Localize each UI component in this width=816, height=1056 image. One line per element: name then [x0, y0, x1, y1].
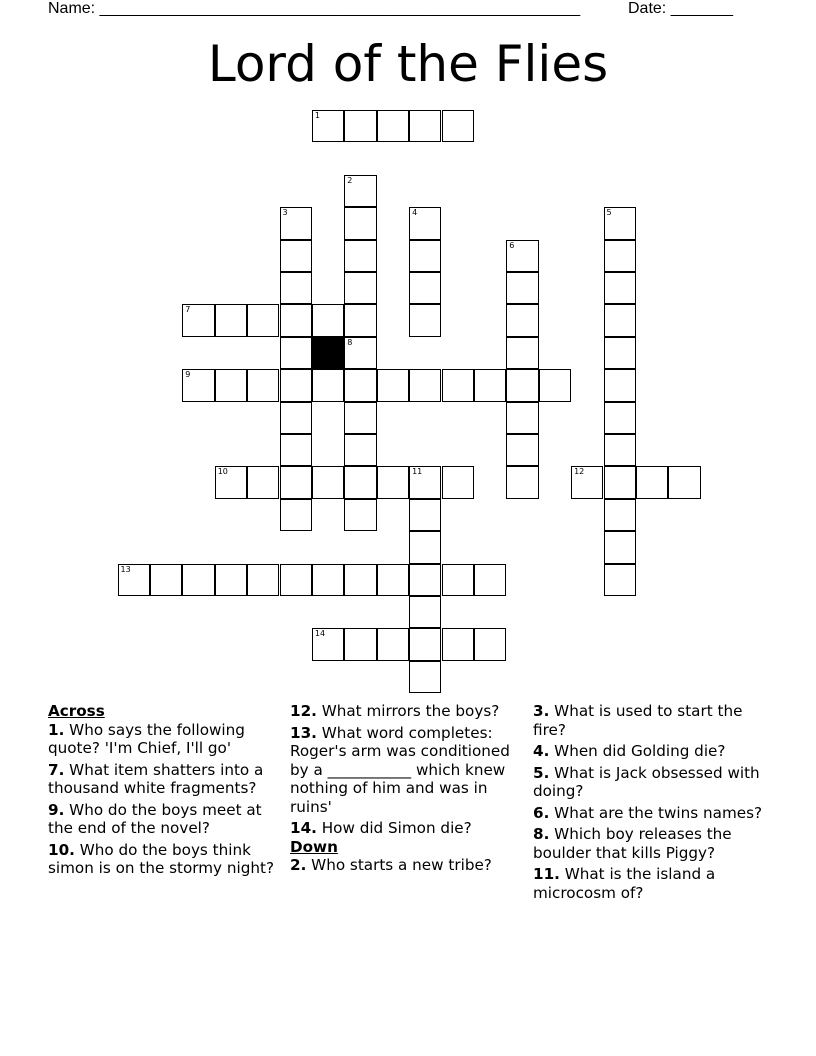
grid-cell[interactable] — [409, 661, 441, 693]
clues-column-2 — [290, 702, 520, 878]
grid-cell[interactable] — [409, 466, 441, 498]
clue-across-7: 7. What item shatters into a thousand white fragments? — [48, 760, 264, 797]
clue-number: 4 — [412, 208, 418, 218]
grid-cell[interactable] — [344, 175, 376, 207]
grid-cell[interactable] — [604, 434, 636, 466]
grid-cell[interactable] — [506, 434, 538, 466]
grid-cell[interactable] — [312, 466, 344, 498]
grid-cell[interactable] — [409, 369, 441, 401]
grid-cell[interactable] — [215, 304, 247, 336]
name-field[interactable]: Name: ______________________________________________________ — [48, 0, 581, 17]
grid-cell[interactable] — [280, 434, 312, 466]
grid-cell[interactable] — [312, 369, 344, 401]
grid-cell[interactable] — [604, 207, 636, 239]
grid-cell[interactable] — [280, 207, 312, 239]
grid-cell[interactable] — [604, 304, 636, 336]
clue-number: 2 — [347, 175, 353, 185]
grid-cell[interactable] — [344, 240, 376, 272]
clue-across-12: 12. What mirrors the boys? — [290, 702, 500, 720]
grid-cell[interactable] — [506, 272, 538, 304]
grid-cell[interactable] — [506, 466, 538, 498]
grid-cell[interactable] — [344, 110, 376, 142]
grid-cell[interactable] — [312, 564, 344, 596]
grid-cell[interactable] — [344, 337, 376, 369]
grid-cell[interactable] — [377, 110, 409, 142]
clue-number: 13 — [120, 564, 131, 574]
grid-cell[interactable] — [409, 110, 441, 142]
grid-cell[interactable] — [215, 466, 247, 498]
clue-across-14: 14. How did Simon die? — [290, 819, 472, 837]
clues-column-1 — [48, 702, 278, 881]
grid-cell[interactable] — [442, 628, 474, 660]
grid-cell[interactable] — [344, 402, 376, 434]
grid-cell[interactable] — [442, 466, 474, 498]
grid-cell[interactable] — [247, 304, 279, 336]
grid-cell[interactable] — [604, 337, 636, 369]
grid-cell[interactable] — [344, 207, 376, 239]
clue-number: 12 — [574, 467, 585, 477]
grid-cell[interactable] — [604, 402, 636, 434]
grid-cell[interactable] — [604, 369, 636, 401]
grid-cell[interactable] — [571, 466, 603, 498]
clue-down-3: 3. What is used to start the fire? — [533, 702, 743, 739]
grid-cell[interactable] — [409, 596, 441, 628]
grid-cell[interactable] — [247, 369, 279, 401]
grid-cell[interactable] — [280, 369, 312, 401]
grid-cell[interactable] — [409, 628, 441, 660]
grid-cell[interactable] — [312, 304, 344, 336]
clue-across-13: 13. What word completes: Roger's arm was conditioned by a ___________ which knew nothing of him and was in ruins' — [290, 723, 510, 816]
clue-across-1: 1. Who says the following quote? 'I'm Chief, I'll go' — [48, 720, 245, 757]
clue-down-6: 6. What are the twins names? — [533, 803, 763, 822]
grid-cell[interactable] — [506, 240, 538, 272]
clue-number: 7 — [185, 305, 191, 315]
clue-number: 1 — [314, 111, 320, 120]
grid-cell[interactable] — [182, 304, 214, 336]
grid-cell[interactable] — [344, 564, 376, 596]
clue-number: 10 — [217, 467, 228, 477]
grid-cell[interactable] — [409, 272, 441, 304]
clue-across-10: 10. Who do the boys think simon is on the stormy night? — [48, 840, 275, 877]
grid-cell[interactable] — [344, 272, 376, 304]
grid-cell[interactable] — [215, 369, 247, 401]
grid-cell[interactable] — [344, 499, 376, 531]
clue-down-11: 11. What is the island a microcosm of? — [533, 865, 716, 902]
clue-number: 5 — [606, 208, 612, 218]
clue-number: 8 — [347, 337, 353, 347]
grid-cell[interactable] — [215, 564, 247, 596]
grid-cell[interactable] — [344, 466, 376, 498]
grid-cell[interactable] — [344, 434, 376, 466]
clue-down-5: 5. What is Jack obsessed with doing? — [533, 763, 760, 800]
clue-down-8: 8. Which boy releases the boulder that kills Piggy? — [533, 825, 732, 862]
grid-cell[interactable] — [474, 564, 506, 596]
grid-cell[interactable] — [150, 564, 182, 596]
clue-number: 14 — [314, 629, 326, 639]
clue-number: 3 — [282, 208, 288, 218]
grid-cell[interactable] — [409, 499, 441, 531]
down-heading: Down — [290, 837, 338, 856]
grid-cell[interactable] — [409, 531, 441, 563]
grid-cell[interactable] — [118, 564, 150, 596]
grid-cell[interactable] — [409, 240, 441, 272]
grid-cell[interactable] — [668, 466, 700, 498]
grid-cell[interactable] — [604, 531, 636, 563]
grid-cell[interactable] — [280, 304, 312, 336]
grid-cell[interactable] — [344, 369, 376, 401]
grid-cell[interactable] — [506, 369, 538, 401]
grid-cell[interactable] — [312, 628, 344, 660]
grid-cell[interactable] — [280, 402, 312, 434]
grid-cell[interactable] — [344, 628, 376, 660]
grid-cell[interactable] — [506, 304, 538, 336]
grid-cell[interactable] — [280, 466, 312, 498]
grid-cell[interactable] — [539, 369, 571, 401]
grid-cell[interactable] — [442, 110, 474, 142]
grid-cell[interactable] — [247, 564, 279, 596]
grid-cell[interactable] — [506, 337, 538, 369]
grid-cell[interactable] — [442, 564, 474, 596]
grid-cell[interactable] — [604, 499, 636, 531]
clue-down-4: 4. When did Golding die? — [533, 742, 726, 760]
clues-column-3 — [533, 702, 773, 905]
grid-cell[interactable] — [409, 304, 441, 336]
grid-cell[interactable] — [377, 369, 409, 401]
grid-cell[interactable] — [442, 369, 474, 401]
grid-cell[interactable] — [377, 564, 409, 596]
grid-cell[interactable] — [604, 272, 636, 304]
grid-cell[interactable] — [344, 304, 376, 336]
grid-cell[interactable] — [474, 369, 506, 401]
grid-cell[interactable] — [636, 466, 668, 498]
grid-cell[interactable] — [280, 499, 312, 531]
grid-cell[interactable] — [280, 240, 312, 272]
clue-number: 9 — [185, 370, 191, 380]
grid-cell[interactable] — [182, 564, 214, 596]
grid-cell[interactable] — [280, 564, 312, 596]
across-heading: Across — [48, 702, 105, 720]
grid-cell[interactable] — [604, 466, 636, 498]
grid-cell[interactable] — [409, 207, 441, 239]
grid-cell[interactable] — [604, 240, 636, 272]
grid-cell[interactable] — [604, 564, 636, 596]
grid-cell[interactable] — [182, 369, 214, 401]
date-field[interactable]: Date: _______ — [628, 0, 733, 17]
black-square — [312, 337, 344, 369]
grid-cell[interactable] — [474, 628, 506, 660]
grid-cell[interactable] — [377, 628, 409, 660]
grid-cell[interactable] — [280, 272, 312, 304]
grid-cell[interactable] — [280, 337, 312, 369]
clue-across-9: 9. Who do the boys meet at the end of the novel? — [48, 800, 262, 837]
page-title: Lord of the Flies — [207, 35, 609, 93]
clue-down-2: 2. Who starts a new tribe? — [290, 856, 492, 874]
clue-number: 6 — [509, 240, 515, 250]
grid-cell[interactable] — [312, 110, 344, 142]
grid-cell[interactable] — [409, 564, 441, 596]
clue-number: 11 — [412, 467, 423, 477]
grid-cell[interactable] — [377, 466, 409, 498]
grid-cell[interactable] — [506, 402, 538, 434]
grid-cell[interactable] — [247, 466, 279, 498]
